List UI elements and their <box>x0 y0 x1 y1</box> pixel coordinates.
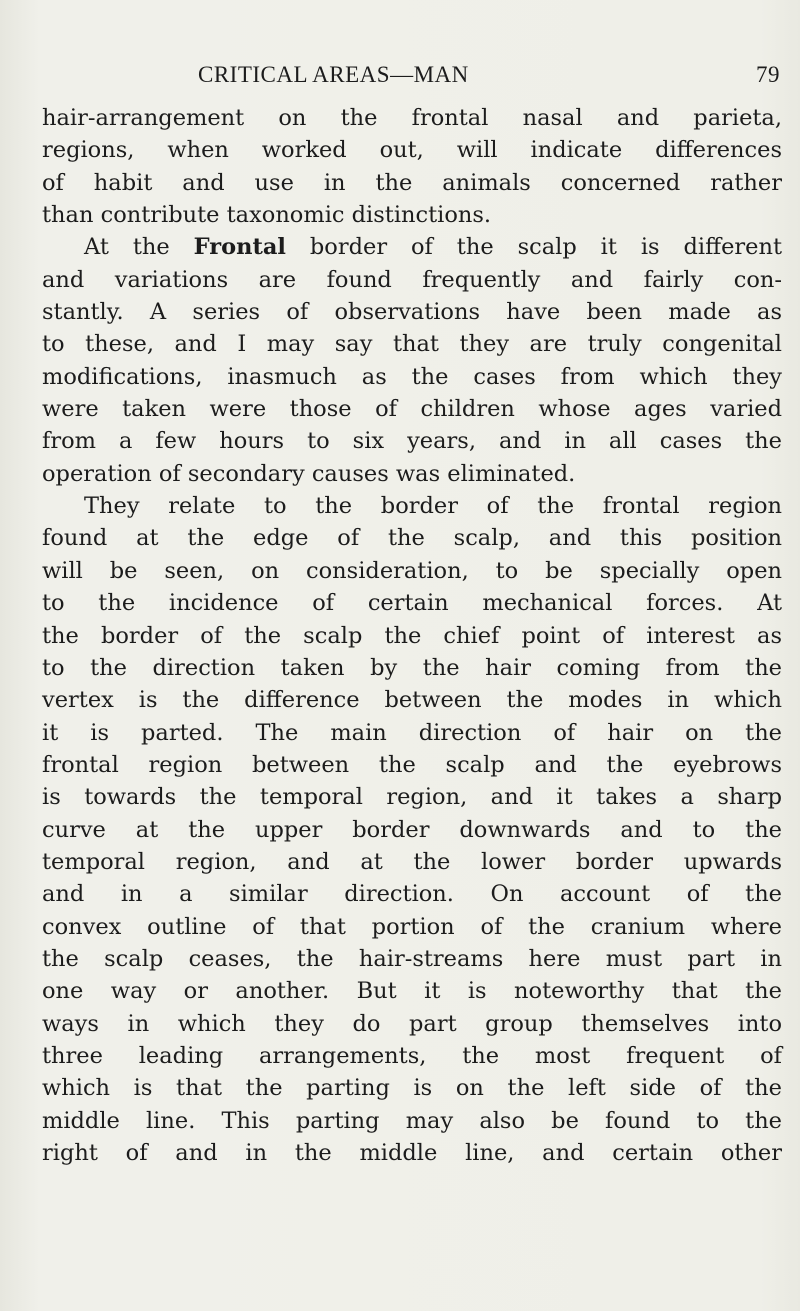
page-header <box>198 62 780 102</box>
text-line: middle line. This parting may also be found to the <box>42 1107 782 1134</box>
text-line: temporal region, and at the lower border upwards <box>42 848 782 875</box>
text-line: were taken were those of children whose ages varied <box>42 396 782 423</box>
text-line: frontal region between the scalp and the eyebrows <box>42 751 782 778</box>
text-line: found at the edge of the scalp, and this position <box>42 525 782 552</box>
text-line: it is parted. The main direction of hair on the <box>42 719 782 746</box>
text-line: the border of the scalp the chief point of interest as <box>42 622 782 649</box>
text-line: regions, when worked out, will indicate differences <box>42 137 782 164</box>
text-fragment: the <box>132 234 170 261</box>
text-line <box>42 231 782 263</box>
text-line: operation of secondary causes was eliminated. <box>42 460 576 487</box>
text-line: and variations are found frequently and fairly con- <box>42 266 782 293</box>
text-line: to these, and I may say that they are truly congenital <box>42 331 782 358</box>
emphasized-term: Frontal <box>193 234 286 261</box>
text-line: and in a similar direction. On account of the <box>42 881 782 908</box>
text-line: than contribute taxonomic distinctions. <box>42 202 492 229</box>
text-line: from a few hours to six years, and in all cases the <box>42 428 782 455</box>
text-line: stantly. A series of observations have been made as <box>42 299 782 326</box>
text-line: ways in which they do part group themselves into <box>42 1010 782 1037</box>
text-line: They relate to the border of the frontal region <box>84 493 782 520</box>
text-line: the scalp ceases, the hair-streams here must part in <box>42 945 782 972</box>
text-line: vertex is the difference between the modes in which <box>42 687 782 714</box>
text-line: will be seen, on consideration, to be specially open <box>42 557 782 584</box>
text-line: modifications, inasmuch as the cases from which they <box>42 363 782 390</box>
page-number: 79 <box>756 62 780 87</box>
text-line: is towards the temporal region, and it takes a sharp <box>42 784 782 811</box>
text-line: hair-arrangement on the frontal nasal and parieta, <box>42 105 782 131</box>
text-line: which is that the parting is on the left side of the <box>42 1075 782 1102</box>
text-line: three leading arrangements, the most frequent of <box>42 1042 782 1069</box>
text-line: to the incidence of certain mechanical forces. At <box>42 590 782 617</box>
body-text <box>42 102 782 1169</box>
text-line: one way or another. But it is noteworthy that the <box>42 978 782 1005</box>
text-line: convex outline of that portion of the cranium where <box>42 913 782 940</box>
text-fragment: border of the scalp it is different <box>309 234 783 261</box>
text-line: curve at the upper border downwards and to the <box>42 816 782 843</box>
running-title: CRITICAL AREAS—MAN <box>198 62 469 87</box>
text-line: of habit and use in the animals concerned rather <box>42 169 782 196</box>
text-line: to the direction taken by the hair coming from the <box>42 654 782 681</box>
paragraph-opening: At <box>84 234 109 261</box>
text-line: right of and in the middle line, and certain other <box>42 1140 782 1166</box>
